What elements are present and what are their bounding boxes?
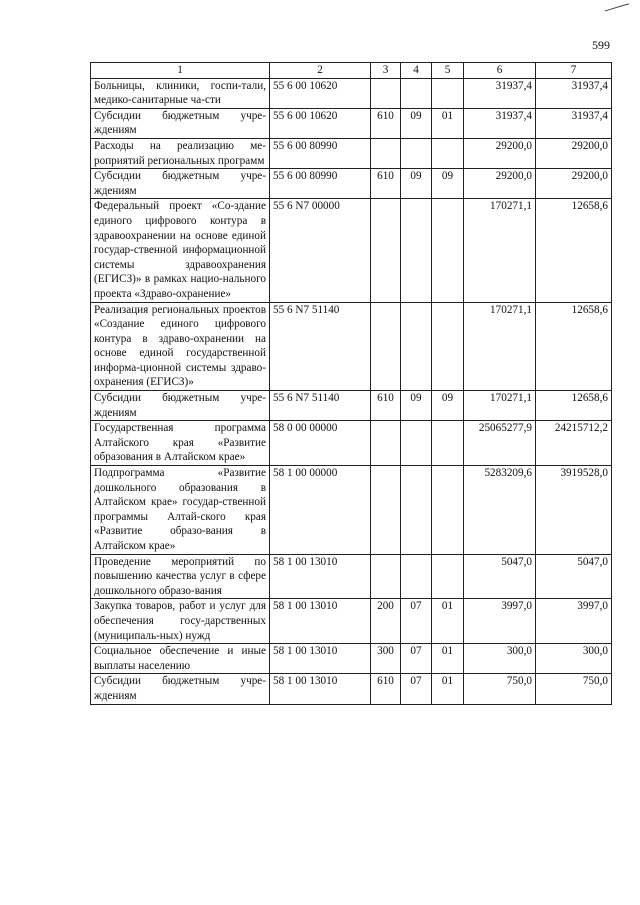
row-amount-col6-cell: 31937,4 bbox=[464, 108, 536, 138]
row-name-cell: Проведение мероприятий по повышению качества услуг в сфере дошкольного образо-вания bbox=[91, 554, 270, 599]
row-subsection-cell: 09 bbox=[432, 169, 464, 199]
row-section-cell: 09 bbox=[401, 169, 432, 199]
row-amount-col6-cell: 300,0 bbox=[464, 644, 536, 674]
row-amount-col6-cell: 5283209,6 bbox=[464, 466, 536, 555]
row-code-cell: 55 6 N7 51140 bbox=[270, 302, 371, 391]
row-code-cell: 55 6 00 80990 bbox=[270, 138, 371, 168]
row-subsection-cell bbox=[432, 302, 464, 391]
row-code-cell: 55 6 00 10620 bbox=[270, 78, 371, 108]
row-name-cell: Социальное обеспечение и иные выплаты населению bbox=[91, 644, 270, 674]
column-header: 2 bbox=[270, 63, 371, 79]
table-row bbox=[91, 466, 612, 555]
row-name-cell: Подпрограмма «Развитие дошкольного образования в Алтайском крае» государ-ственной программы Алтай-ского края «Развитие образо-вания в Алтайском крае» bbox=[91, 466, 270, 555]
table-row bbox=[91, 138, 612, 168]
table-row bbox=[91, 108, 612, 138]
table-row bbox=[91, 78, 612, 108]
row-name-cell: Субсидии бюджетным учре-ждениям bbox=[91, 391, 270, 421]
row-expense-type-cell: 300 bbox=[371, 644, 401, 674]
row-section-cell: 09 bbox=[401, 108, 432, 138]
table-row bbox=[91, 199, 612, 302]
column-header: 4 bbox=[401, 63, 432, 79]
budget-table bbox=[90, 62, 612, 705]
column-header: 3 bbox=[371, 63, 401, 79]
row-expense-type-cell: 610 bbox=[371, 674, 401, 704]
row-subsection-cell bbox=[432, 138, 464, 168]
row-amount-col6-cell: 170271,1 bbox=[464, 302, 536, 391]
pen-stroke-mark bbox=[604, 3, 630, 13]
table-row bbox=[91, 599, 612, 644]
row-amount-col7-cell: 24215712,2 bbox=[536, 421, 612, 466]
row-amount-col7-cell: 12658,6 bbox=[536, 391, 612, 421]
row-name-cell: Субсидии бюджетным учре-ждениям bbox=[91, 108, 270, 138]
row-subsection-cell bbox=[432, 421, 464, 466]
row-subsection-cell: 01 bbox=[432, 599, 464, 644]
column-header: 5 bbox=[432, 63, 464, 79]
row-amount-col7-cell: 750,0 bbox=[536, 674, 612, 704]
row-code-cell: 58 0 00 00000 bbox=[270, 421, 371, 466]
row-section-cell: 07 bbox=[401, 644, 432, 674]
row-code-cell: 55 6 00 80990 bbox=[270, 169, 371, 199]
row-subsection-cell: 01 bbox=[432, 108, 464, 138]
row-section-cell bbox=[401, 466, 432, 555]
row-subsection-cell: 01 bbox=[432, 644, 464, 674]
table-row bbox=[91, 674, 612, 704]
row-expense-type-cell bbox=[371, 421, 401, 466]
row-amount-col6-cell: 750,0 bbox=[464, 674, 536, 704]
row-name-cell: Расходы на реализацию ме-роприятий региональных программ bbox=[91, 138, 270, 168]
row-amount-col7-cell: 3997,0 bbox=[536, 599, 612, 644]
row-amount-col6-cell: 25065277,9 bbox=[464, 421, 536, 466]
row-amount-col7-cell: 29200,0 bbox=[536, 169, 612, 199]
row-amount-col6-cell: 170271,1 bbox=[464, 199, 536, 302]
row-subsection-cell bbox=[432, 466, 464, 555]
row-expense-type-cell: 610 bbox=[371, 108, 401, 138]
row-amount-col7-cell: 29200,0 bbox=[536, 138, 612, 168]
row-subsection-cell: 09 bbox=[432, 391, 464, 421]
table-row bbox=[91, 302, 612, 391]
row-expense-type-cell: 200 bbox=[371, 599, 401, 644]
row-name-cell: Федеральный проект «Со-здание единого цифрового контура в здравоохранении на основе единой государ-ственной информационной системы здравоохранения (ЕГИСЗ)» в рамках нацио-нального проекта «Здраво-охранение» bbox=[91, 199, 270, 302]
row-code-cell: 58 1 00 13010 bbox=[270, 644, 371, 674]
page-number: 599 bbox=[592, 38, 610, 52]
row-section-cell bbox=[401, 302, 432, 391]
row-name-cell: Субсидии бюджетным учре-ждениям bbox=[91, 674, 270, 704]
row-name-cell: Субсидии бюджетным учре-ждениям bbox=[91, 169, 270, 199]
row-section-cell bbox=[401, 554, 432, 599]
row-amount-col6-cell: 170271,1 bbox=[464, 391, 536, 421]
row-expense-type-cell bbox=[371, 78, 401, 108]
row-code-cell: 58 1 00 13010 bbox=[270, 674, 371, 704]
row-name-cell: Закупка товаров, работ и услуг для обеспечения госу-дарственных (муниципаль-ных) нужд bbox=[91, 599, 270, 644]
table-row bbox=[91, 644, 612, 674]
row-subsection-cell: 01 bbox=[432, 674, 464, 704]
header-row bbox=[91, 63, 612, 79]
row-amount-col6-cell: 29200,0 bbox=[464, 138, 536, 168]
row-amount-col7-cell: 12658,6 bbox=[536, 302, 612, 391]
table-row bbox=[91, 391, 612, 421]
row-code-cell: 58 1 00 00000 bbox=[270, 466, 371, 555]
row-code-cell: 55 6 N7 51140 bbox=[270, 391, 371, 421]
row-expense-type-cell bbox=[371, 302, 401, 391]
row-amount-col7-cell: 31937,4 bbox=[536, 108, 612, 138]
row-name-cell: Реализация региональных проектов «Создание единого цифрового контура в здраво-охранении на основе единой государственной информа-ционной системы здраво-охранения (ЕГИСЗ)» bbox=[91, 302, 270, 391]
row-section-cell bbox=[401, 199, 432, 302]
row-section-cell bbox=[401, 421, 432, 466]
row-amount-col6-cell: 31937,4 bbox=[464, 78, 536, 108]
row-amount-col6-cell: 29200,0 bbox=[464, 169, 536, 199]
row-section-cell: 07 bbox=[401, 599, 432, 644]
row-amount-col6-cell: 3997,0 bbox=[464, 599, 536, 644]
row-amount-col7-cell: 3919528,0 bbox=[536, 466, 612, 555]
row-section-cell: 07 bbox=[401, 674, 432, 704]
row-amount-col7-cell: 5047,0 bbox=[536, 554, 612, 599]
row-amount-col6-cell: 5047,0 bbox=[464, 554, 536, 599]
column-header: 7 bbox=[536, 63, 612, 79]
row-code-cell: 58 1 00 13010 bbox=[270, 554, 371, 599]
row-expense-type-cell bbox=[371, 466, 401, 555]
table-row bbox=[91, 169, 612, 199]
row-expense-type-cell bbox=[371, 554, 401, 599]
row-amount-col7-cell: 12658,6 bbox=[536, 199, 612, 302]
table-row bbox=[91, 421, 612, 466]
row-section-cell: 09 bbox=[401, 391, 432, 421]
row-subsection-cell bbox=[432, 554, 464, 599]
row-expense-type-cell bbox=[371, 199, 401, 302]
column-header: 1 bbox=[91, 63, 270, 79]
table-row bbox=[91, 554, 612, 599]
row-expense-type-cell: 610 bbox=[371, 391, 401, 421]
row-expense-type-cell: 610 bbox=[371, 169, 401, 199]
column-header: 6 bbox=[464, 63, 536, 79]
row-code-cell: 55 6 N7 00000 bbox=[270, 199, 371, 302]
row-subsection-cell bbox=[432, 199, 464, 302]
row-code-cell: 58 1 00 13010 bbox=[270, 599, 371, 644]
row-amount-col7-cell: 300,0 bbox=[536, 644, 612, 674]
row-amount-col7-cell: 31937,4 bbox=[536, 78, 612, 108]
row-section-cell bbox=[401, 78, 432, 108]
row-name-cell: Больницы, клиники, госпи-тали, медико-санитарные ча-сти bbox=[91, 78, 270, 108]
row-subsection-cell bbox=[432, 78, 464, 108]
row-expense-type-cell bbox=[371, 138, 401, 168]
row-code-cell: 55 6 00 10620 bbox=[270, 108, 371, 138]
row-section-cell bbox=[401, 138, 432, 168]
row-name-cell: Государственная программа Алтайского края «Развитие образования в Алтайском крае» bbox=[91, 421, 270, 466]
